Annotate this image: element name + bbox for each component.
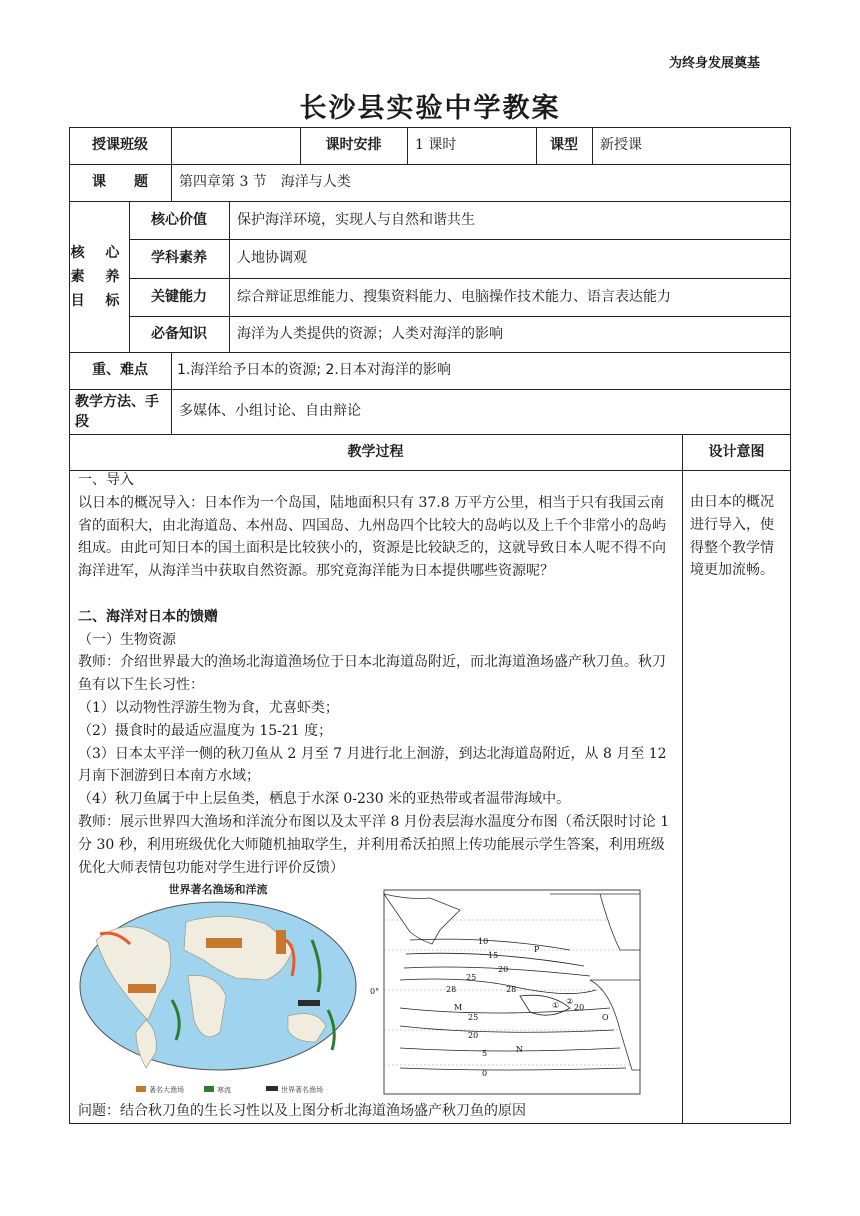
isotherm-label: 10 xyxy=(478,937,489,946)
pacific-isotherm-map xyxy=(370,880,644,1098)
topic-label: 课 题 xyxy=(92,174,148,191)
point-label: P xyxy=(534,945,540,954)
class-value xyxy=(171,127,300,164)
legend-fishery: 著名大渔场 xyxy=(149,1086,184,1094)
isotherm-label: 15 xyxy=(488,951,499,960)
methods-value: 多媒体、小组讨论、自由辩论 xyxy=(179,403,361,420)
goal-value: 人地协调观 xyxy=(237,250,307,267)
motto: 为终身发展奠基 xyxy=(669,56,761,71)
teacher-paragraph: 教师：展示世界四大渔场和洋流分布图以及太平洋 8 月份表层海水温度分布图（希沃限时讨论 1 分 30 秒，利用班级优化大师随机抽取学生，并利用希沃拍照上传功能展示学生答案，利用班级优化大师表情包功能对学生进行评价反馈） xyxy=(78,813,670,876)
point-label: O xyxy=(602,1013,609,1022)
col-divider xyxy=(682,434,683,1124)
intent-header: 设计意图 xyxy=(708,443,765,460)
isotherm-label: 25 xyxy=(468,1013,479,1022)
goal-label: 关键能力 xyxy=(151,288,207,305)
type-value: 新授课 xyxy=(600,137,642,154)
habit-item: （3）日本太平洋一侧的秋刀鱼从 2 月至 7 月进行北上洄游，到达北海道岛附近，从 8 月至 12 月南下洄游到日本南方水域； xyxy=(78,745,667,785)
world-fishery-map xyxy=(76,880,360,1098)
isotherm-label: 20 xyxy=(468,1031,479,1040)
legend-cold: 寒流 xyxy=(217,1086,231,1094)
isotherm-label: 5 xyxy=(482,1049,488,1058)
habit-item: （2）摄食时的最适应温度为 15-21 度； xyxy=(78,722,333,739)
goal-value: 综合辩证思维能力、搜集资料能力、电脑操作技术能力、语言表达能力 xyxy=(237,288,671,305)
isotherm-label: 25 xyxy=(466,973,477,982)
isotherm-label: 28 xyxy=(506,985,517,994)
core-goals-label-line: 核 心 xyxy=(70,244,128,261)
isotherm-label: 0 xyxy=(482,1069,488,1078)
hours-label: 课时安排 xyxy=(325,137,382,154)
key-points-value: 1.海洋给予日本的资源; 2.日本对海洋的影响 xyxy=(177,362,451,379)
habit-item: （4）秋刀鱼属于中上层鱼类，栖息于水深 0-230 米的亚热带或者温带海域中。 xyxy=(78,791,571,808)
goal-value: 海洋为人类提供的资源；人类对海洋的影响 xyxy=(237,325,503,342)
point-label: M xyxy=(454,1003,463,1012)
goal-label: 必备知识 xyxy=(151,325,207,342)
map1-title: 世界著名渔场和洋流 xyxy=(168,883,268,896)
point-label: N xyxy=(516,1045,523,1054)
process-content xyxy=(78,469,678,879)
isotherm-label: 20 xyxy=(498,965,509,974)
document-title: 长沙县实验中学教案 xyxy=(299,93,561,124)
intro-heading: 一、导入 xyxy=(78,472,134,488)
subsection-heading: （一）生物资源 xyxy=(78,631,176,648)
point-label: ① xyxy=(552,1001,560,1010)
goal-label: 学科素养 xyxy=(151,250,207,267)
topic-value: 第四章第 3 节 海洋与人类 xyxy=(179,174,351,191)
point-label: ② xyxy=(566,997,574,1006)
process-header: 教学过程 xyxy=(347,443,404,460)
goal-value: 保护海洋环境，实现人与自然和谐共生 xyxy=(237,211,475,228)
teacher-paragraph: 教师：介绍世界最大的渔场北海道渔场位于日本北海道岛附近，而北海道渔场盛产秋刀鱼。秋刀鱼有以下生长习性： xyxy=(78,654,666,694)
core-goals-label-line: 目 标 xyxy=(70,292,128,309)
key-points-label: 重、难点 xyxy=(92,362,148,379)
habit-item: （1）以动物性浮游生物为食，尤喜虾类； xyxy=(78,699,339,716)
legend-famous: 世界著名渔场 xyxy=(281,1086,323,1094)
section2-heading: 二、海洋对日本的馈赠 xyxy=(78,608,218,625)
design-intent-text: 由日本的概况进行导入，使得整个教学情境更加流畅。 xyxy=(690,494,774,579)
isotherm-label: 28 xyxy=(446,985,457,994)
core-goals-label xyxy=(69,201,129,352)
intro-paragraph: 以日本的概况导入：日本作为一个岛国，陆地面积只有 37.8 万平方公里，相当于只有我国云南省的面积大，由北海道岛、本州岛、四国岛、九州岛四个比较大的岛屿以及上千个非常小的岛屿组成。由此可知日本的国土面积是比较狭小的，资源是比较缺乏的，这就导致日本人呢不得不向海洋进军，从海洋当中获取自然资源。那究竟海洋能为日本提供哪些资源呢？ xyxy=(78,494,666,580)
goal-label: 核心价值 xyxy=(151,211,207,228)
equator-label: 0° xyxy=(370,987,380,996)
class-label: 授课班级 xyxy=(92,137,148,154)
discussion-question: 问题：结合秋刀鱼的生长习性以及上图分析北海道渔场盛产秋刀鱼的原因 xyxy=(78,1103,526,1119)
methods-label: 教学方法、手段 xyxy=(75,393,159,430)
core-goals-label-line: 素 养 xyxy=(70,268,128,285)
isotherm-label: 20 xyxy=(574,1003,585,1012)
hours-value: 1 课时 xyxy=(415,137,457,154)
type-label: 课型 xyxy=(550,137,578,154)
